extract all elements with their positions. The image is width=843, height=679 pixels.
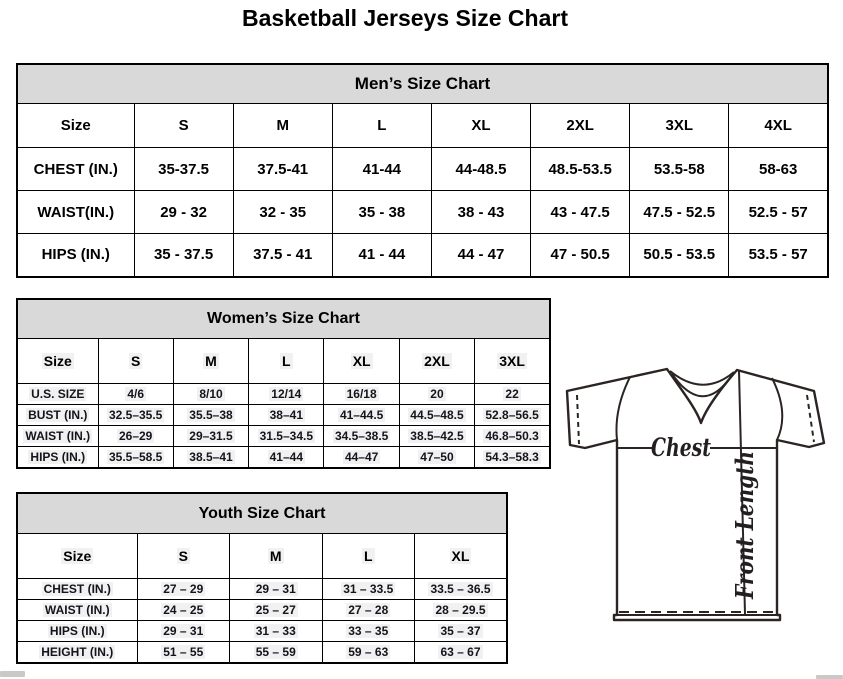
womens-cell: 38.5–42.5 xyxy=(399,426,474,447)
womens-row-label: HIPS (IN.) xyxy=(17,447,98,468)
womens-column-header: S xyxy=(98,339,173,384)
youth-data-row xyxy=(17,579,507,600)
mens-data-row xyxy=(17,148,828,191)
womens-cell: 41–44 xyxy=(249,447,324,468)
mens-column-header: L xyxy=(332,104,431,148)
mens-cell: 43 - 47.5 xyxy=(531,191,630,234)
youth-size-header-row xyxy=(17,534,507,579)
youth-cell: 63 – 67 xyxy=(415,642,508,663)
mens-cell: 53.5-58 xyxy=(630,148,729,191)
mens-cell: 58-63 xyxy=(729,148,828,191)
mens-cell: 44 - 47 xyxy=(431,234,530,277)
youth-column-header: XL xyxy=(415,534,508,579)
collar-rib-lines xyxy=(670,371,734,396)
womens-data-row xyxy=(17,405,550,426)
youth-cell: 31 – 33 xyxy=(230,621,323,642)
youth-cell: 25 – 27 xyxy=(230,600,323,621)
mens-cell: 48.5-53.5 xyxy=(531,148,630,191)
mens-cell: 44-48.5 xyxy=(431,148,530,191)
youth-data-row xyxy=(17,642,507,663)
mens-column-header: 3XL xyxy=(630,104,729,148)
youth-cell: 35 – 37 xyxy=(415,621,508,642)
mens-cell: 37.5-41 xyxy=(233,148,332,191)
womens-cell: 44–47 xyxy=(324,447,399,468)
mens-band-row xyxy=(17,64,828,104)
youth-row-label: HIPS (IN.) xyxy=(17,621,137,642)
womens-cell: 31.5–34.5 xyxy=(249,426,324,447)
mens-data-row xyxy=(17,191,828,234)
womens-cell: 46.8–50.3 xyxy=(475,426,550,447)
youth-cell: 31 – 33.5 xyxy=(322,579,415,600)
jersey-measurement-diagram xyxy=(556,366,843,624)
youth-column-header: M xyxy=(230,534,323,579)
mens-row-label: WAIST(IN.) xyxy=(17,191,134,234)
youth-cell: 28 – 29.5 xyxy=(415,600,508,621)
youth-cell: 33 – 35 xyxy=(322,621,415,642)
womens-row-label: U.S. SIZE xyxy=(17,384,98,405)
mens-cell: 32 - 35 xyxy=(233,191,332,234)
womens-cell: 35.5–38 xyxy=(173,405,248,426)
mens-cell: 37.5 - 41 xyxy=(233,234,332,277)
youth-data-row xyxy=(17,600,507,621)
youth-column-header: S xyxy=(137,534,230,579)
jersey-outline xyxy=(567,369,824,620)
youth-cell: 24 – 25 xyxy=(137,600,230,621)
youth-cell: 55 – 59 xyxy=(230,642,323,663)
mens-cell: 35 - 37.5 xyxy=(134,234,233,277)
womens-data-row xyxy=(17,384,550,405)
womens-cell: 52.8–56.5 xyxy=(475,405,550,426)
womens-cell: 34.5–38.5 xyxy=(324,426,399,447)
mens-cell: 38 - 43 xyxy=(431,191,530,234)
mens-cell: 47.5 - 52.5 xyxy=(630,191,729,234)
womens-cell: 47–50 xyxy=(399,447,474,468)
womens-column-header: 2XL xyxy=(399,339,474,384)
page-title: Basketball Jerseys Size Chart xyxy=(241,5,568,31)
womens-cell: 35.5–58.5 xyxy=(98,447,173,468)
front-length-label: Front Length xyxy=(730,421,759,599)
mens-cell: 47 - 50.5 xyxy=(531,234,630,277)
youth-cell: 51 – 55 xyxy=(137,642,230,663)
mens-cell: 35-37.5 xyxy=(134,148,233,191)
mens-column-header: M xyxy=(233,104,332,148)
womens-cell: 16/18 xyxy=(324,384,399,405)
womens-band-row xyxy=(17,299,550,339)
womens-column-header: L xyxy=(249,339,324,384)
womens-cell: 4/6 xyxy=(98,384,173,405)
womens-cell: 20 xyxy=(399,384,474,405)
mens-data-row xyxy=(17,234,828,277)
youth-cell: 27 – 28 xyxy=(322,600,415,621)
h-scrollbar-thumb-right[interactable] xyxy=(816,675,843,679)
mens-column-header: XL xyxy=(431,104,530,148)
armhole-seams xyxy=(617,377,783,440)
youth-cell: 33.5 – 36.5 xyxy=(415,579,508,600)
mens-size-chart-table xyxy=(16,63,829,278)
womens-column-header: Size xyxy=(17,339,98,384)
youth-size-chart-table xyxy=(16,492,508,664)
womens-cell: 22 xyxy=(475,384,550,405)
youth-band-row xyxy=(17,493,507,534)
womens-column-header: XL xyxy=(324,339,399,384)
mens-cell: 35 - 38 xyxy=(332,191,431,234)
youth-data-row xyxy=(17,621,507,642)
womens-cell: 29–31.5 xyxy=(173,426,248,447)
womens-cell: 8/10 xyxy=(173,384,248,405)
youth-cell: 29 – 31 xyxy=(230,579,323,600)
mens-cell: 52.5 - 57 xyxy=(729,191,828,234)
youth-column-header: Size xyxy=(17,534,137,579)
womens-row-label: BUST (IN.) xyxy=(17,405,98,426)
youth-cell: 27 – 29 xyxy=(137,579,230,600)
mens-cell: 29 - 32 xyxy=(134,191,233,234)
womens-chart-title: Women’s Size Chart xyxy=(17,299,550,339)
chest-label: Chest xyxy=(651,433,712,462)
mens-cell: 50.5 - 53.5 xyxy=(630,234,729,277)
mens-cell: 41 - 44 xyxy=(332,234,431,277)
womens-column-header: 3XL xyxy=(475,339,550,384)
womens-cell: 38–41 xyxy=(249,405,324,426)
womens-cell: 12/14 xyxy=(249,384,324,405)
womens-cell: 26–29 xyxy=(98,426,173,447)
womens-data-row xyxy=(17,426,550,447)
mens-column-header: S xyxy=(134,104,233,148)
mens-cell: 53.5 - 57 xyxy=(729,234,828,277)
mens-row-label: HIPS (IN.) xyxy=(17,234,134,277)
mens-size-header-row xyxy=(17,104,828,148)
mens-column-header: 2XL xyxy=(531,104,630,148)
youth-column-header: L xyxy=(322,534,415,579)
womens-cell: 38.5–41 xyxy=(173,447,248,468)
youth-row-label: HEIGHT (IN.) xyxy=(17,642,137,663)
mens-chart-title: Men’s Size Chart xyxy=(17,64,828,104)
womens-data-row xyxy=(17,447,550,468)
youth-cell: 59 – 63 xyxy=(322,642,415,663)
womens-size-chart-table xyxy=(16,298,551,469)
mens-row-label: CHEST (IN.) xyxy=(17,148,134,191)
mens-column-header: Size xyxy=(17,104,134,148)
womens-column-header: M xyxy=(173,339,248,384)
womens-cell: 32.5–35.5 xyxy=(98,405,173,426)
youth-row-label: WAIST (IN.) xyxy=(17,600,137,621)
h-scrollbar-thumb-left[interactable] xyxy=(0,671,25,677)
womens-cell: 44.5–48.5 xyxy=(399,405,474,426)
womens-row-label: WAIST (IN.) xyxy=(17,426,98,447)
youth-cell: 29 – 31 xyxy=(137,621,230,642)
womens-cell: 54.3–58.3 xyxy=(475,447,550,468)
womens-cell: 41–44.5 xyxy=(324,405,399,426)
mens-cell: 41-44 xyxy=(332,148,431,191)
youth-chart-title: Youth Size Chart xyxy=(17,493,507,534)
womens-size-header-row xyxy=(17,339,550,384)
youth-row-label: CHEST (IN.) xyxy=(17,579,137,600)
mens-column-header: 4XL xyxy=(729,104,828,148)
